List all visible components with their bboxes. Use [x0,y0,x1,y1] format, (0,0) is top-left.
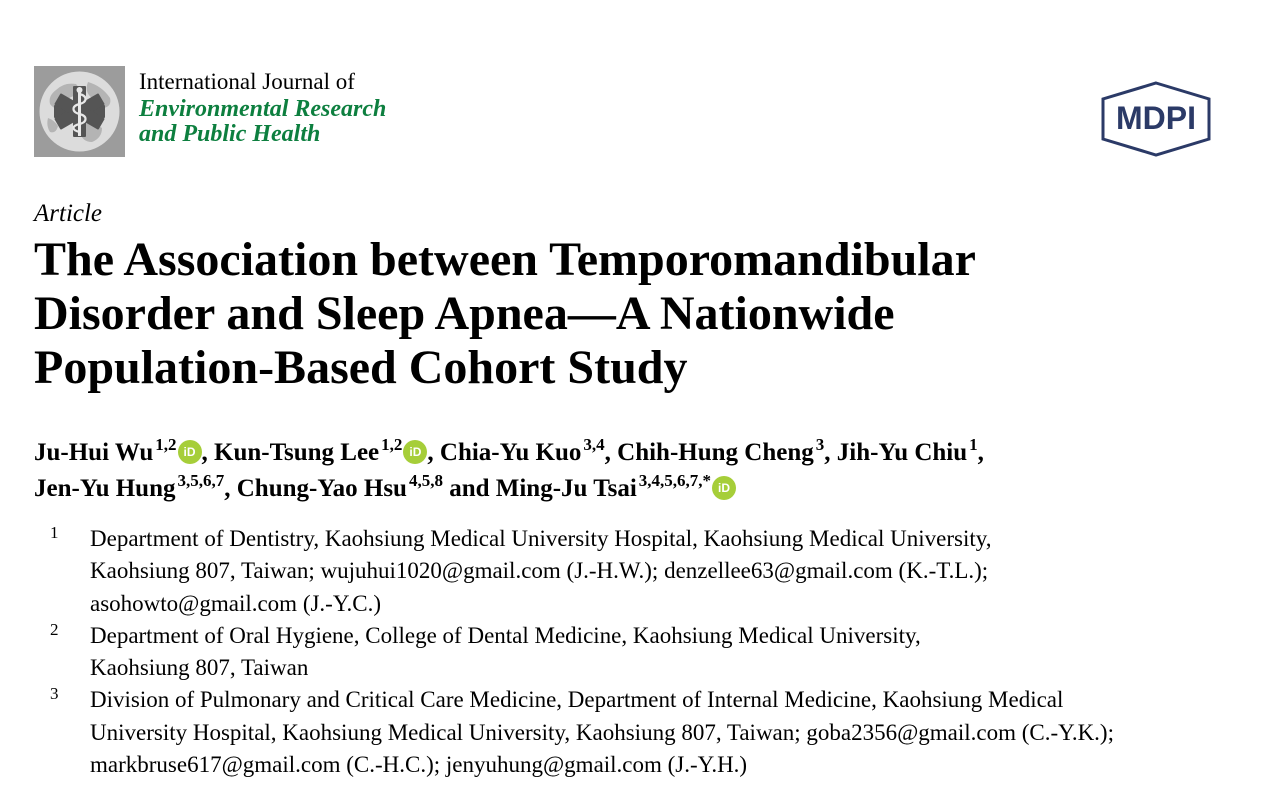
orcid-icon[interactable]: iD [403,440,427,464]
author [34,435,177,466]
title-line-2: Disorder and Sleep Apnea—A Nationwide [34,287,895,340]
affiliation-line: University Hospital, Kaohsiung Medical University, Kaohsiung 807, Taiwan; goba2356@gmail.com (C.-Y.K.); [90,719,1114,745]
author-affiliation-marks: 4,5,8 [408,471,443,490]
publisher-name: MDPI [1116,100,1196,136]
author-affiliation-marks: 1 [969,435,978,454]
title-line-1: The Association between Temporomandibular [34,233,976,286]
author-name: Jih-Yu Chiu [836,439,968,466]
affiliation-item [34,523,1244,620]
author-line-2 [34,472,1234,508]
author-name: Chia-Yu Kuo [439,439,582,466]
globe-caduceus-icon [34,66,125,157]
author-separator: , [224,475,237,502]
affiliation-line: markbruse617@gmail.com (C.-H.C.); jenyuhung@gmail.com (J.-Y.H.) [90,752,748,778]
author [214,435,403,466]
affiliation-line: Kaohsiung 807, Taiwan [90,655,309,681]
orcid-icon[interactable]: iD [712,476,736,500]
author-separator: , [604,439,618,466]
author [439,435,605,466]
journal-name [139,70,386,147]
author-name: Ju-Hui Wu [34,439,154,466]
article-type: Article [34,200,103,227]
author [617,435,825,466]
affiliation-number: 1 [50,523,59,542]
affiliation-line: Department of Oral Hygiene, College of Dental Medicine, Kaohsiung Medical University, [90,622,921,648]
journal-name-line2: Environmental Research [139,96,387,122]
author-separator: , [201,439,215,466]
author-line-1 [34,436,1234,472]
author-affiliation-marks: 3 [815,435,825,454]
journal-name-line3: and Public Health [139,121,321,147]
author-affiliation-marks: 3,4 [583,435,605,454]
author-affiliation-marks: 3,5,6,7 [177,471,225,490]
affiliation-item [34,620,1244,685]
author-name: Kun-Tsung Lee [214,439,380,466]
author [836,435,978,466]
journal-logo-icon [34,66,125,157]
affiliation-line: asohowto@gmail.com (J.-Y.C.) [90,590,381,616]
author [236,471,443,502]
author-separator: , [824,439,837,466]
mdpi-hexagon-logo-icon [1098,81,1214,157]
author [495,471,712,502]
affiliation-item [34,684,1244,781]
author [34,471,225,502]
author-name: Jen-Yu Hung [34,475,176,502]
title-line-3: Population-Based Cohort Study [34,341,688,394]
affiliation-number: 3 [50,684,59,704]
author-name: Chung-Yao Hsu [236,475,407,502]
author-list [34,436,1234,508]
journal-name-line1: International Journal of [139,69,355,94]
author-affiliation-marks: 1,2 [381,435,403,454]
affiliation-line: Department of Dentistry, Kaohsiung Medical University Hospital, Kaohsiung Medical University, [90,526,992,551]
affiliation-line: Division of Pulmonary and Critical Care Medicine, Department of Internal Medicine, Kaohsiung Medical [90,687,1064,713]
publisher-logo [1098,81,1214,157]
author-separator: , [427,439,440,466]
author-separator: , [977,439,984,466]
author-separator: and [442,475,496,502]
author-affiliation-marks: 3,4,5,6,7,* [638,471,712,490]
orcid-icon[interactable]: iD [178,440,202,464]
article-title [34,233,1214,395]
author-name: Chih-Hung Cheng [617,439,814,466]
author-name: Ming-Ju Tsai [495,475,637,502]
affiliation-line: Kaohsiung 807, Taiwan; wujuhui1020@gmail.com (J.-H.W.); denzellee63@gmail.com (K.-T.L.); [90,558,989,584]
author-affiliation-marks: 1,2 [155,435,177,454]
affiliation-number: 2 [50,619,59,639]
affiliation-list [34,523,1244,781]
